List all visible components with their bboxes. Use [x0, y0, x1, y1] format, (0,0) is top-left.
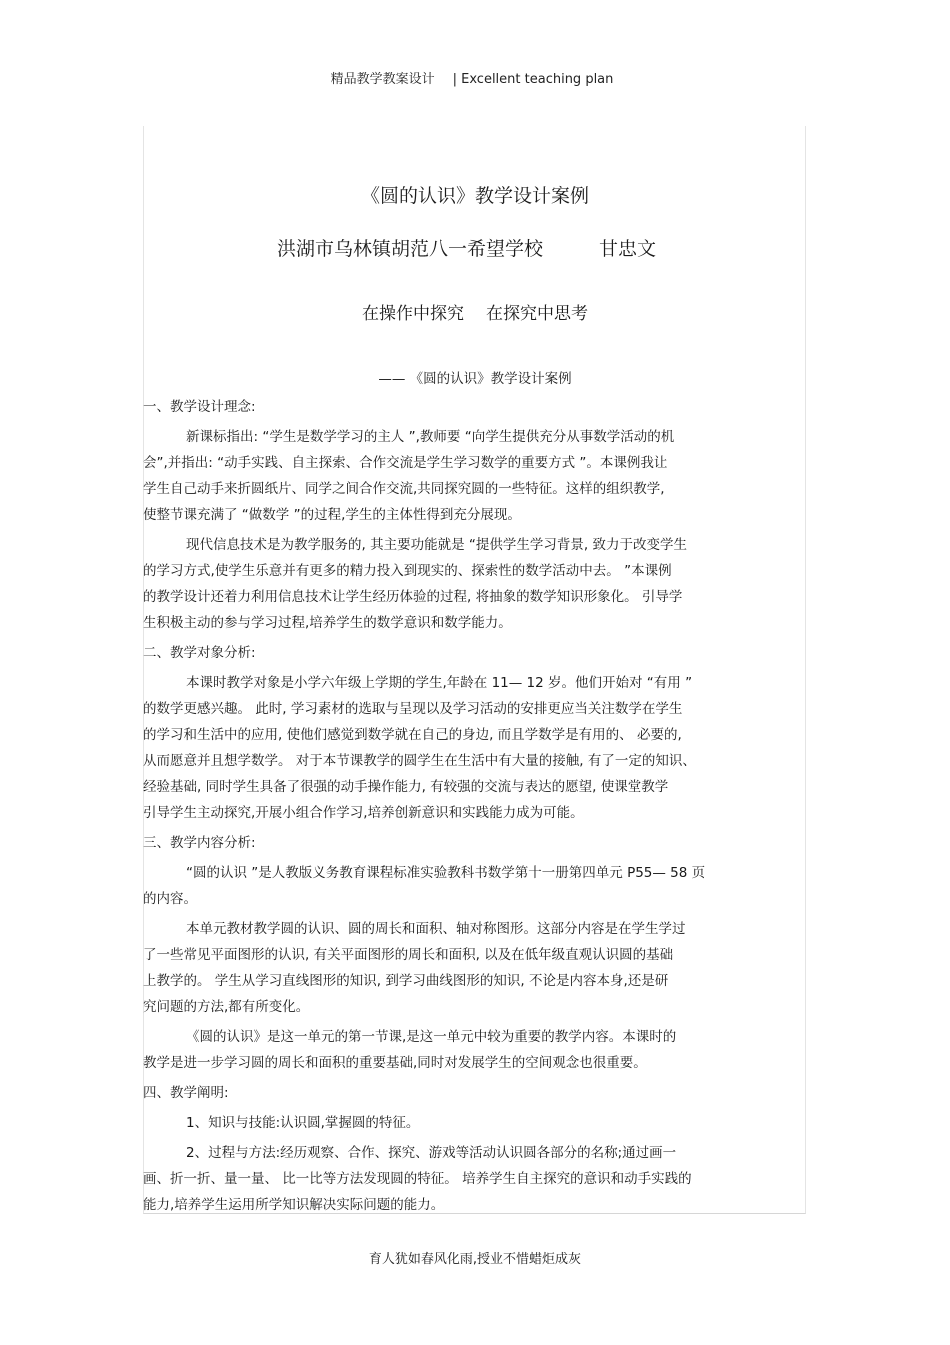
section-heading: 二、教学对象分析: — [143, 645, 256, 661]
paragraph — [143, 1024, 803, 1076]
paragraph-line: 引导学生主动探究,开展小组合作学习,培养创新意识和实践能力成为可能。 — [143, 805, 584, 821]
paragraph-line: 本单元教材教学圆的认识、圆的周长和面积、轴对称图形。这部分内容是在学生学过 — [186, 921, 686, 937]
paragraph-line: 1、知识与技能:认识圆,掌握圆的特征。 — [186, 1115, 420, 1131]
subtitle-part1: 在操作中探究 — [362, 304, 464, 324]
paragraph — [143, 424, 803, 528]
section-heading: 四、教学阐明: — [143, 1085, 229, 1101]
paragraph — [143, 1140, 803, 1218]
paragraph-line: 教学是进一步学习圆的周长和面积的重要基础,同时对发展学生的空间观念也很重要。 — [143, 1055, 647, 1071]
author-name: 甘忠文 — [599, 238, 657, 260]
paragraph-line: 的教学设计还着力利用信息技术让学生经历体验的过程, 将抽象的数学知识形象化。 引导学 — [143, 589, 683, 605]
document-title: 《圆的认识》教学设计案例 — [360, 185, 589, 207]
paragraph-line: 从而愿意并且想学数学。 对于本节课教学的圆学生在生活中有大量的接触, 有了一定的知识、 — [143, 753, 696, 769]
paragraph-line: 的数学更感兴趣。 此时, 学习素材的选取与呈现以及学习活动的安排更应当关注数学在学生 — [143, 701, 683, 717]
dash-subheading: —— 《圆的认识》教学设计案例 — [378, 371, 572, 387]
subtitle-part2: 在探究中思考 — [486, 304, 588, 324]
author-line — [277, 234, 656, 261]
section-heading: 三、教学内容分析: — [143, 835, 256, 851]
header-right: | Excellent teaching plan — [452, 72, 614, 87]
paragraph-line: 现代信息技术是为教学服务的, 其主要功能就是 “提供学生学习背景, 致力于改变学生 — [186, 537, 687, 553]
paragraph-line: 究问题的方法,都有所变化。 — [143, 999, 310, 1015]
header-left: 精品教学教案设计 — [330, 72, 435, 87]
paragraph-line: 使整节课充满了 “做数学 ”的过程,学生的主体性得到充分展现。 — [143, 507, 521, 523]
paragraph-line: “圆的认识 ”是人教版义务教育课程标准实验教科书数学第十一册第四单元 P55— 58 页 — [186, 865, 706, 881]
paragraph-line: 会”,并指出: “动手实践、自主探索、合作交流是学生学习数学的重要方式 ”。本课例我让 — [143, 455, 668, 471]
paragraph-line: 的内容。 — [143, 891, 197, 907]
paragraph-line: 上教学的。 学生从学习直线图形的知识, 到学习曲线图形的知识, 不论是内容本身,还是研 — [143, 973, 669, 989]
page-header — [0, 68, 950, 87]
paragraph-line: 经验基础, 同时学生具备了很强的动手操作能力, 有较强的交流与表达的愿望, 使课堂教学 — [143, 779, 669, 795]
paragraph-line: 生积极主动的参与学习过程,培养学生的数学意识和数学能力。 — [143, 615, 512, 631]
paragraph-line: 画、折一折、量一量、 比一比等方法发现圆的特征。 培养学生自主探究的意识和动手实践的 — [143, 1171, 692, 1187]
paragraph-line: 能力,培养学生运用所学知识解决实际问题的能力。 — [143, 1197, 445, 1213]
paragraph-line: 本课时教学对象是小学六年级上学期的学生,年龄在 11— 12 岁。他们开始对 “有用 ” — [186, 675, 693, 691]
paragraph-line: 2、过程与方法:经历观察、合作、探究、游戏等活动认识圆各部分的名称;通过画一 — [186, 1145, 677, 1161]
paragraph — [143, 1110, 803, 1136]
paragraph — [143, 860, 803, 912]
author-school: 洪湖市乌林镇胡范八一希望学校 — [277, 238, 544, 260]
paragraph — [143, 670, 803, 826]
subtitle — [0, 299, 950, 324]
document-body — [143, 394, 803, 1222]
paragraph-line: 了一些常见平面图形的认识, 有关平面图形的周长和面积, 以及在低年级直观认识圆的基础 — [143, 947, 674, 963]
paragraph-line: 《圆的认识》是这一单元的第一节课,是这一单元中较为重要的教学内容。本课时的 — [186, 1029, 677, 1045]
page-footer: 育人犹如春风化雨,授业不惜蜡炬成灰 — [368, 1252, 582, 1267]
section-heading: 一、教学设计理念: — [143, 399, 256, 415]
paragraph-line: 新课标指出: “学生是数学学习的主人 ”,教师要 “向学生提供充分从事数学活动的机 — [186, 429, 675, 445]
paragraph-line: 的学习方式,使学生乐意并有更多的精力投入到现实的、探索性的数学活动中去。 ”本课例 — [143, 563, 672, 579]
paragraph-line: 的学习和生活中的应用, 使他们感觉到数学就在自己的身边, 而且学数学是有用的、 必要的, — [143, 727, 682, 743]
paragraph — [143, 532, 803, 636]
paragraph-line: 学生自己动手来折圆纸片、同学之间合作交流,共同探究圆的一些特征。这样的组织教学, — [143, 481, 665, 497]
paragraph — [143, 916, 803, 1020]
